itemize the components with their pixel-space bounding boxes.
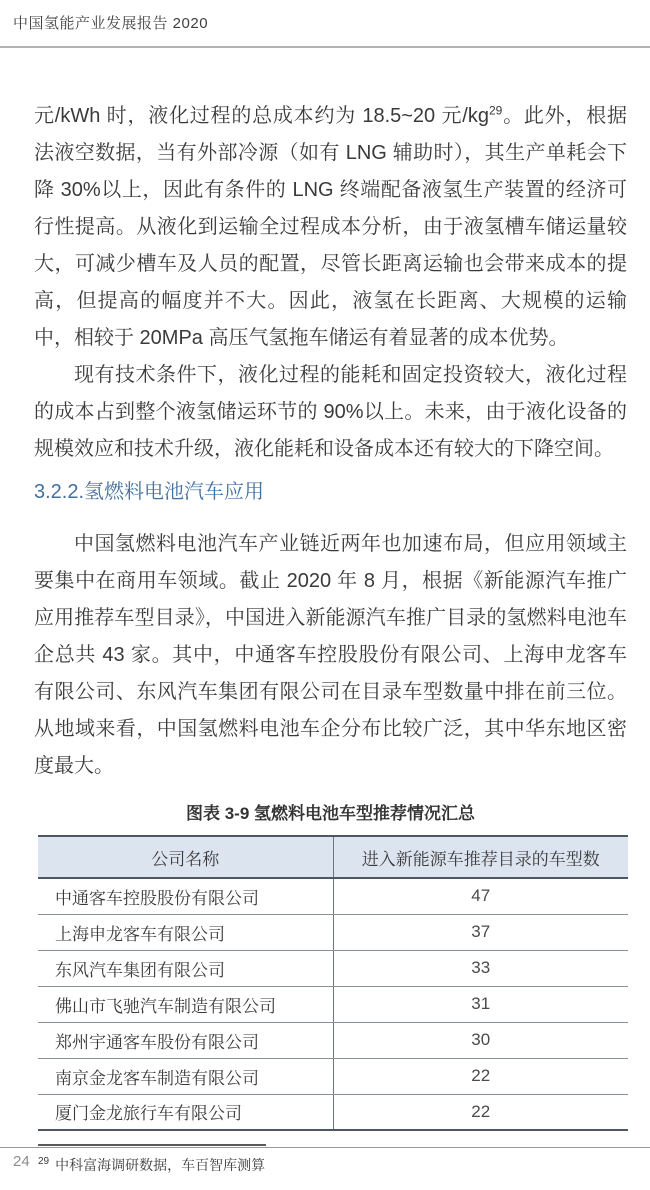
table-row <box>38 1058 628 1094</box>
company-name-cell: 厦门金龙旅行车有限公司 <box>38 1094 333 1130</box>
company-name-cell: 佛山市飞驰汽车制造有限公司 <box>38 986 333 1022</box>
model-count-cell: 37 <box>333 914 628 950</box>
footnote-marker: 29 <box>38 1156 50 1168</box>
footnote-reference-29: 29 <box>488 103 503 118</box>
footnote-separator <box>38 1144 266 1146</box>
model-count-cell: 22 <box>333 1094 628 1130</box>
company-name-cell: 上海申龙客车有限公司 <box>38 914 333 950</box>
paragraph-liquefaction-cost <box>34 98 627 357</box>
company-name-cell: 南京金龙客车制造有限公司 <box>38 1058 333 1094</box>
table-row <box>38 914 628 950</box>
model-count-cell: 47 <box>333 878 628 914</box>
table-row <box>38 878 628 914</box>
company-name-cell: 东风汽车集团有限公司 <box>38 950 333 986</box>
table-row <box>38 1022 628 1058</box>
fcv-recommendation-table <box>38 835 628 1131</box>
table-body <box>38 878 628 1130</box>
model-count-cell: 22 <box>333 1058 628 1094</box>
company-name-cell: 郑州宇通客车股份有限公司 <box>38 1022 333 1058</box>
paragraph-text: 元/kWh 时，液化过程的总成本约为 18.5~20 元/kg <box>34 105 489 127</box>
running-header <box>0 0 650 48</box>
model-count-cell: 33 <box>333 950 628 986</box>
footnote-text: 中科富海调研数据，车百智库测算 <box>55 1157 266 1173</box>
table-caption: 图表 3-9 氢燃料电池车型推荐情况汇总 <box>185 804 476 823</box>
model-count-cell: 30 <box>333 1022 628 1058</box>
paragraph-fcv-application: 中国氢燃料电池汽车产业链近两年也加速布局，但应用领域主要集中在商用车领域。截止 2020 年 8 月，根据《新能源汽车推广应用推荐车型目录》，中国进入新能源汽车推广目录的氢燃料电池车企总共 43 家。其中，中通客车控股股份有限公司、上海申龙客车有限公司、东风汽车集团有限公司在目录车型数量中排在前三位。从地域来看，中国氢燃料电池车企分布比较广泛，其中华东地区密度最大。 <box>34 533 627 777</box>
paragraph-liquefaction-outlook: 现有技术条件下，液化过程的能耗和固定投资较大，液化过程的成本占到整个液氢储运环节的 90%以上。未来，由于液化设备的规模效应和技术升级，液化能耗和设备成本还有较大的下降空间。 <box>34 364 627 460</box>
table-row <box>38 1094 628 1130</box>
running-footer <box>0 1147 650 1190</box>
table-row <box>38 950 628 986</box>
section-heading-3-2-2: 3.2.2.氢燃料电池汽车应用 <box>34 481 265 503</box>
table-row <box>38 986 628 1022</box>
company-name-cell: 中通客车控股股份有限公司 <box>38 878 333 914</box>
table-header <box>38 836 628 878</box>
column-header-model-count: 进入新能源车推荐目录的车型数 <box>333 836 628 878</box>
paragraph-text: 。此外，根据法液空数据，当有外部冷源（如有 LNG 辅助时），其生产单耗会下降 30%以上，因此有条件的 LNG 终端配备液氢生产装置的经济可行性提高。从液化到运输全过程成本分析，由于液氢槽车储运量较大，可减少槽车及人员的配置，尽管长距离运输也会带来成本的提高，但提高的幅度并不大。因此，液氢在长距离、大规模的运输中，相较于 20MPa 高压气氢拖车储运有着显著的成本优势。 <box>34 105 628 349</box>
page-body <box>0 48 650 1175</box>
model-count-cell: 31 <box>333 986 628 1022</box>
column-header-company: 公司名称 <box>38 836 333 878</box>
report-title: 中国氢能产业发展报告 2020 <box>13 15 209 32</box>
page-number: 24 <box>13 1153 30 1170</box>
